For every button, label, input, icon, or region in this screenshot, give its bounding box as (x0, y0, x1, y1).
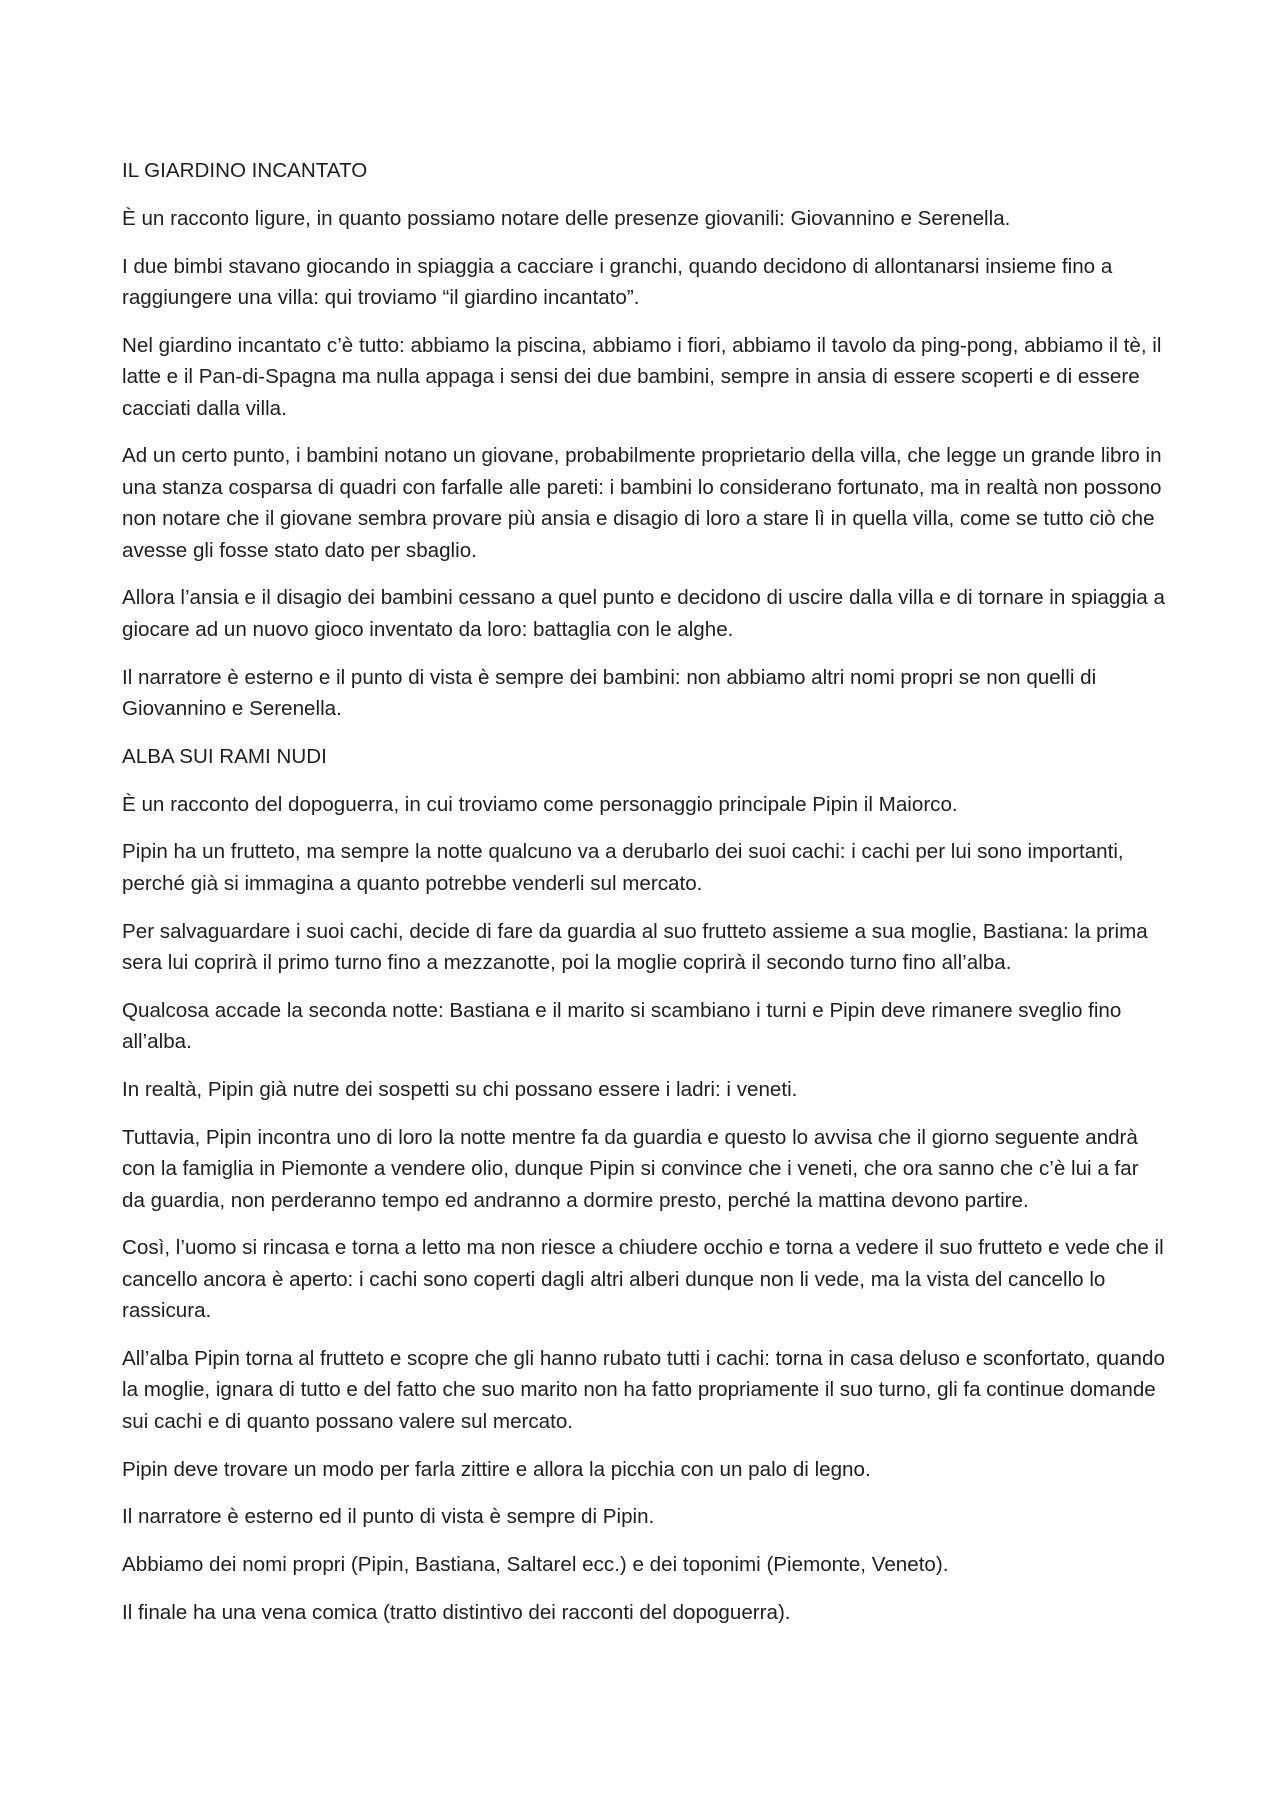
paragraph: Tuttavia, Pipin incontra uno di loro la notte mentre fa da guardia e questo lo avvisa che il giorno seguente andrà con la famiglia in Piemonte a vendere olio, dunque Pipin si convince che i veneti, che ora sanno che c’è lui a far da guardia, non perderanno tempo ed andranno a dormire presto, perché la mattina devono partire. (122, 1125, 1139, 1212)
paragraph: È un racconto del dopoguerra, in cui troviamo come personaggio principale Pipin il Maiorco. (122, 792, 958, 816)
paragraph: Pipin deve trovare un modo per farla zittire e allora la picchia con un palo di legno. (122, 1457, 871, 1481)
document-body (122, 155, 1167, 1645)
paragraph: Pipin ha un frutteto, ma sempre la notte qualcuno va a derubarlo dei suoi cachi: i cachi per lui sono importanti, perché già si immagina a quanto potrebbe venderli sul mercato. (122, 840, 1124, 895)
paragraph: Così, l’uomo si rincasa e torna a letto ma non riesce a chiudere occhio e torna a vedere il suo frutteto e vede che il cancello ancora è aperto: i cachi sono coperti dagli altri alberi dunque non li vede, ma la vista del cancello lo rassicura. (122, 1236, 1164, 1323)
paragraph: È un racconto ligure, in quanto possiamo notare delle presenze giovanili: Giovannino e Serenella. (122, 206, 1011, 230)
paragraph: I due bimbi stavano giocando in spiaggia a cacciare i granchi, quando decidono di allontanarsi insieme fino a raggiungere una villa: qui troviamo “il giardino incantato”. (122, 254, 1113, 309)
paragraph: Ad un certo punto, i bambini notano un giovane, probabilmente proprietario della villa, che legge un grande libro in una stanza cosparsa di quadri con farfalle alle pareti: i bambini lo considerano fortunato, ma in realtà non possono non notare che il giovane sembra provare più ansia e disagio di loro a stare lì in quella villa, come se tutto ciò che avesse gli fosse stato dato per sbaglio. (122, 444, 1162, 562)
paragraph: Il narratore è esterno ed il punto di vista è sempre di Pipin. (122, 1505, 655, 1529)
paragraph: Nel giardino incantato c’è tutto: abbiamo la piscina, abbiamo i fiori, abbiamo il tavolo da ping-pong, abbiamo il tè, il latte e il Pan-di-Spagna ma nulla appaga i sensi dei due bambini, sempre in ansia di essere scoperti e di essere cacciati dalla villa. (122, 333, 1162, 420)
paragraph: Il narratore è esterno e il punto di vista è sempre dei bambini: non abbiamo altri nomi propri se non quelli di Giovannino e Serenella. (122, 665, 1097, 721)
section-title-alba-sui-rami-nudi: ALBA SUI RAMI NUDI (122, 744, 327, 768)
paragraph: Allora l’ansia e il disagio dei bambini cessano a quel punto e decidono di uscire dalla villa e di tornare in spiaggia a giocare ad un nuovo gioco inventato da loro: battaglia con le alghe. (122, 586, 1165, 641)
paragraph: Per salvaguardare i suoi cachi, decide di fare da guardia al suo frutteto assieme a sua moglie, Bastiana: la prima sera lui coprirà il primo turno fino a mezzanotte, poi la moglie coprirà il secondo turno fino all’alba. (122, 919, 1148, 975)
paragraph: In realtà, Pipin già nutre dei sospetti su chi possano essere i ladri: i veneti. (122, 1078, 798, 1102)
paragraph: Abbiamo dei nomi propri (Pipin, Bastiana, Saltarel ecc.) e dei toponimi (Piemonte, Veneto). (122, 1553, 949, 1577)
paragraph: Qualcosa accade la seconda notte: Bastiana e il marito si scambiano i turni e Pipin deve rimanere sveglio fino all’alba. (122, 998, 1122, 1054)
paragraph: All’alba Pipin torna al frutteto e scopre che gli hanno rubato tutti i cachi: torna in casa deluso e sconfortato, quando la moglie, ignara di tutto e del fatto che suo marito non ha fatto propriamente il suo turno, gli fa continue domande sui cachi e di quanto possano valere sul mercato. (122, 1347, 1165, 1433)
paragraph: Il finale ha una vena comica (tratto distintivo dei racconti del dopoguerra). (122, 1601, 791, 1625)
section-title-giardino-incantato: IL GIARDINO INCANTATO (122, 159, 368, 182)
